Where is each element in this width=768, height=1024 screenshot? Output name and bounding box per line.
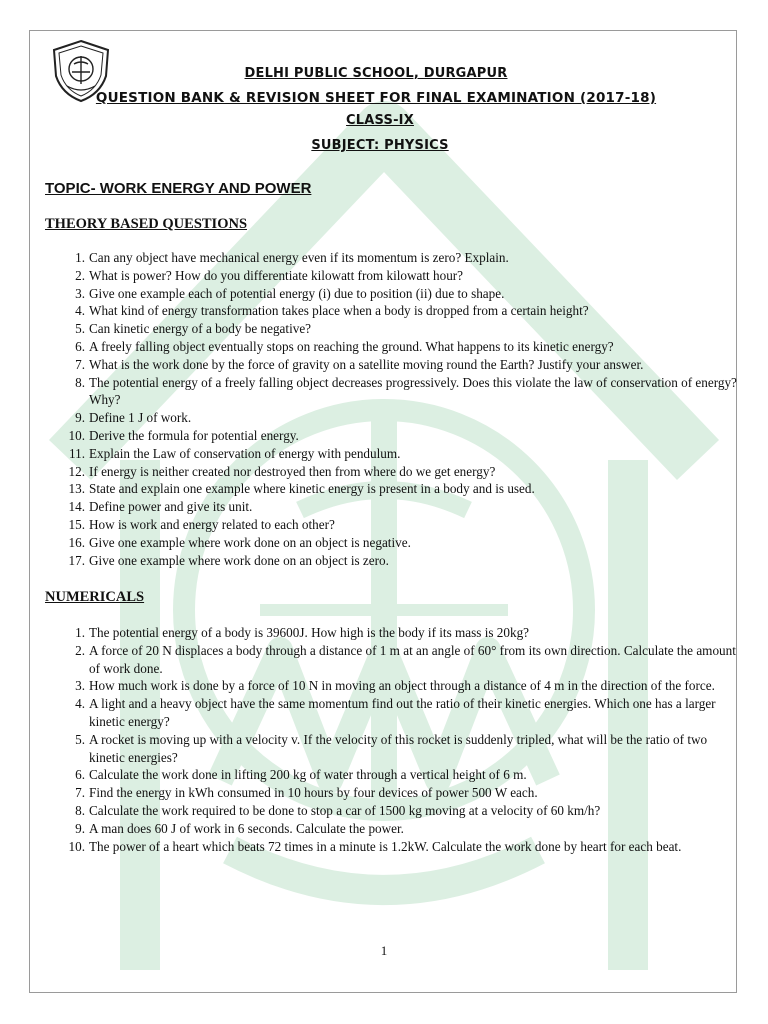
question-text: A freely falling object eventually stops on reaching the ground. What happens to its kinetic energy?	[89, 338, 614, 354]
question-number: 8.	[75, 374, 85, 390]
question-number: 11.	[69, 445, 85, 461]
question-text: Find the energy in kWh consumed in 10 hours by four devices of power 500 W each.	[89, 785, 538, 801]
question-text: What is the work done by the force of gravity on a satellite moving round the Earth? Justify your answer.	[89, 356, 644, 372]
page-number: 1	[380, 943, 388, 958]
question-item	[45, 338, 740, 356]
question-number: 2.	[75, 267, 85, 283]
question-number: 3.	[75, 285, 85, 301]
question-item	[45, 356, 740, 374]
question-text: The potential energy of a freely falling object decreases progressively. Does this violate the law of conservation of energy? Why?	[89, 374, 737, 408]
numerical-item	[45, 677, 740, 695]
question-text: How is work and energy related to each other?	[89, 516, 335, 532]
question-number: 10.	[68, 838, 85, 854]
subject-label: SUBJECT: PHYSICS	[311, 138, 449, 153]
question-text: The power of a heart which beats 72 times in a minute is 1.2kW. Calculate the work done by heart for each beat.	[89, 838, 682, 854]
question-text: A rocket is moving up with a velocity v. If the velocity of this rocket is suddenly tripled, what will be the ratio of two kinetic energies?	[89, 731, 708, 765]
numerical-item	[45, 820, 740, 838]
question-item	[45, 445, 740, 463]
question-text: Define 1 J of work.	[89, 410, 192, 426]
question-number: 4.	[75, 303, 85, 319]
question-text: What kind of energy transformation takes place when a body is dropped from a certain height?	[89, 303, 589, 319]
question-item	[45, 516, 740, 534]
question-number: 5.	[75, 321, 85, 337]
question-number: 1.	[75, 250, 85, 265]
question-text: Define power and give its unit.	[89, 499, 253, 515]
question-text: Give one example where work done on an object is negative.	[89, 534, 411, 550]
theory-question-list	[45, 249, 740, 569]
question-number: 1.	[75, 625, 85, 640]
numerical-item	[45, 695, 740, 731]
question-text: A force of 20 N displaces a body through a distance of 1 m at an angle of 60° from its own direction. Calculate the amount of work done.	[89, 642, 736, 676]
question-text: Give one example where work done on an object is zero.	[89, 552, 389, 568]
question-text: A light and a heavy object have the same momentum find out the ratio of their kinetic energies. Which one has a larger kinetic energy?	[89, 696, 716, 729]
question-text: Derive the formula for potential energy.	[89, 427, 299, 443]
numerical-item	[45, 731, 740, 767]
question-number: 9.	[75, 410, 85, 426]
question-number: 12.	[68, 463, 85, 479]
question-text: Give one example each of potential energy (i) due to position (ii) due to shape.	[89, 285, 505, 301]
question-item	[45, 249, 740, 267]
question-text: Can any object have mechanical energy even if its momentum is zero? Explain.	[89, 250, 509, 265]
numerical-item	[45, 624, 740, 642]
question-text: What is power? How do you differentiate kilowatt from kilowatt hour?	[89, 267, 464, 283]
numerical-item	[45, 642, 740, 678]
numerical-item	[45, 766, 740, 784]
question-item	[45, 463, 740, 481]
question-number: 3.	[75, 678, 85, 694]
question-item	[45, 498, 740, 516]
question-item	[45, 480, 740, 498]
question-text: State and explain one example where kinetic energy is present in a body and is used.	[89, 481, 535, 497]
question-text: Can kinetic energy of a body be negative?	[89, 321, 312, 337]
question-text: Explain the Law of conservation of energy with pendulum.	[89, 445, 401, 461]
numerical-item	[45, 784, 740, 802]
question-number: 15.	[68, 516, 85, 532]
question-number: 14.	[68, 499, 85, 515]
school-name: DELHI PUBLIC SCHOOL, DURGAPUR	[244, 66, 508, 81]
question-number: 8.	[75, 802, 85, 818]
sheet-title: QUESTION BANK & REVISION SHEET FOR FINAL EXAMINATION (2017-18)	[95, 90, 657, 106]
topic-heading: TOPIC- WORK ENERGY AND POWER	[45, 180, 312, 197]
class-label: CLASS-IX	[346, 113, 414, 128]
question-number: 17.	[68, 552, 85, 568]
question-item	[45, 302, 740, 320]
theory-section-title: THEORY BASED QUESTIONS	[45, 216, 248, 232]
question-text: A man does 60 J of work in 6 seconds. Calculate the power.	[89, 820, 404, 836]
question-number: 13.	[68, 481, 85, 497]
question-item	[45, 409, 740, 427]
question-item	[45, 285, 740, 303]
question-item	[45, 374, 740, 410]
question-number: 7.	[75, 356, 85, 372]
question-text: How much work is done by a force of 10 N in moving an object through a distance of 4 m in the direction of the force.	[89, 678, 715, 694]
question-text: The potential energy of a body is 39600J. How high is the body if its mass is 20kg?	[89, 625, 530, 640]
question-text: Calculate the work done in lifting 200 kg of water through a vertical height of 6 m.	[89, 767, 527, 783]
question-text: Calculate the work required to be done to stop a car of 1500 kg moving at a velocity of 60 km/h?	[89, 802, 601, 818]
question-number: 10.	[68, 427, 85, 443]
question-text: If energy is neither created nor destroyed then from where do we get energy?	[89, 463, 496, 479]
numerical-item	[45, 838, 740, 856]
question-number: 16.	[68, 534, 85, 550]
question-item	[45, 267, 740, 285]
question-number: 6.	[75, 767, 85, 783]
question-item	[45, 534, 740, 552]
numericals-section-title: NUMERICALS	[45, 589, 145, 605]
numerical-item	[45, 802, 740, 820]
question-number: 6.	[75, 338, 85, 354]
question-number: 7.	[75, 785, 85, 801]
question-item	[45, 320, 740, 338]
numericals-question-list	[45, 624, 740, 855]
question-number: 5.	[75, 731, 85, 747]
question-item	[45, 552, 740, 570]
question-number: 2.	[75, 642, 85, 658]
question-number: 9.	[75, 820, 85, 836]
question-number: 4.	[75, 696, 85, 712]
question-item	[45, 427, 740, 445]
